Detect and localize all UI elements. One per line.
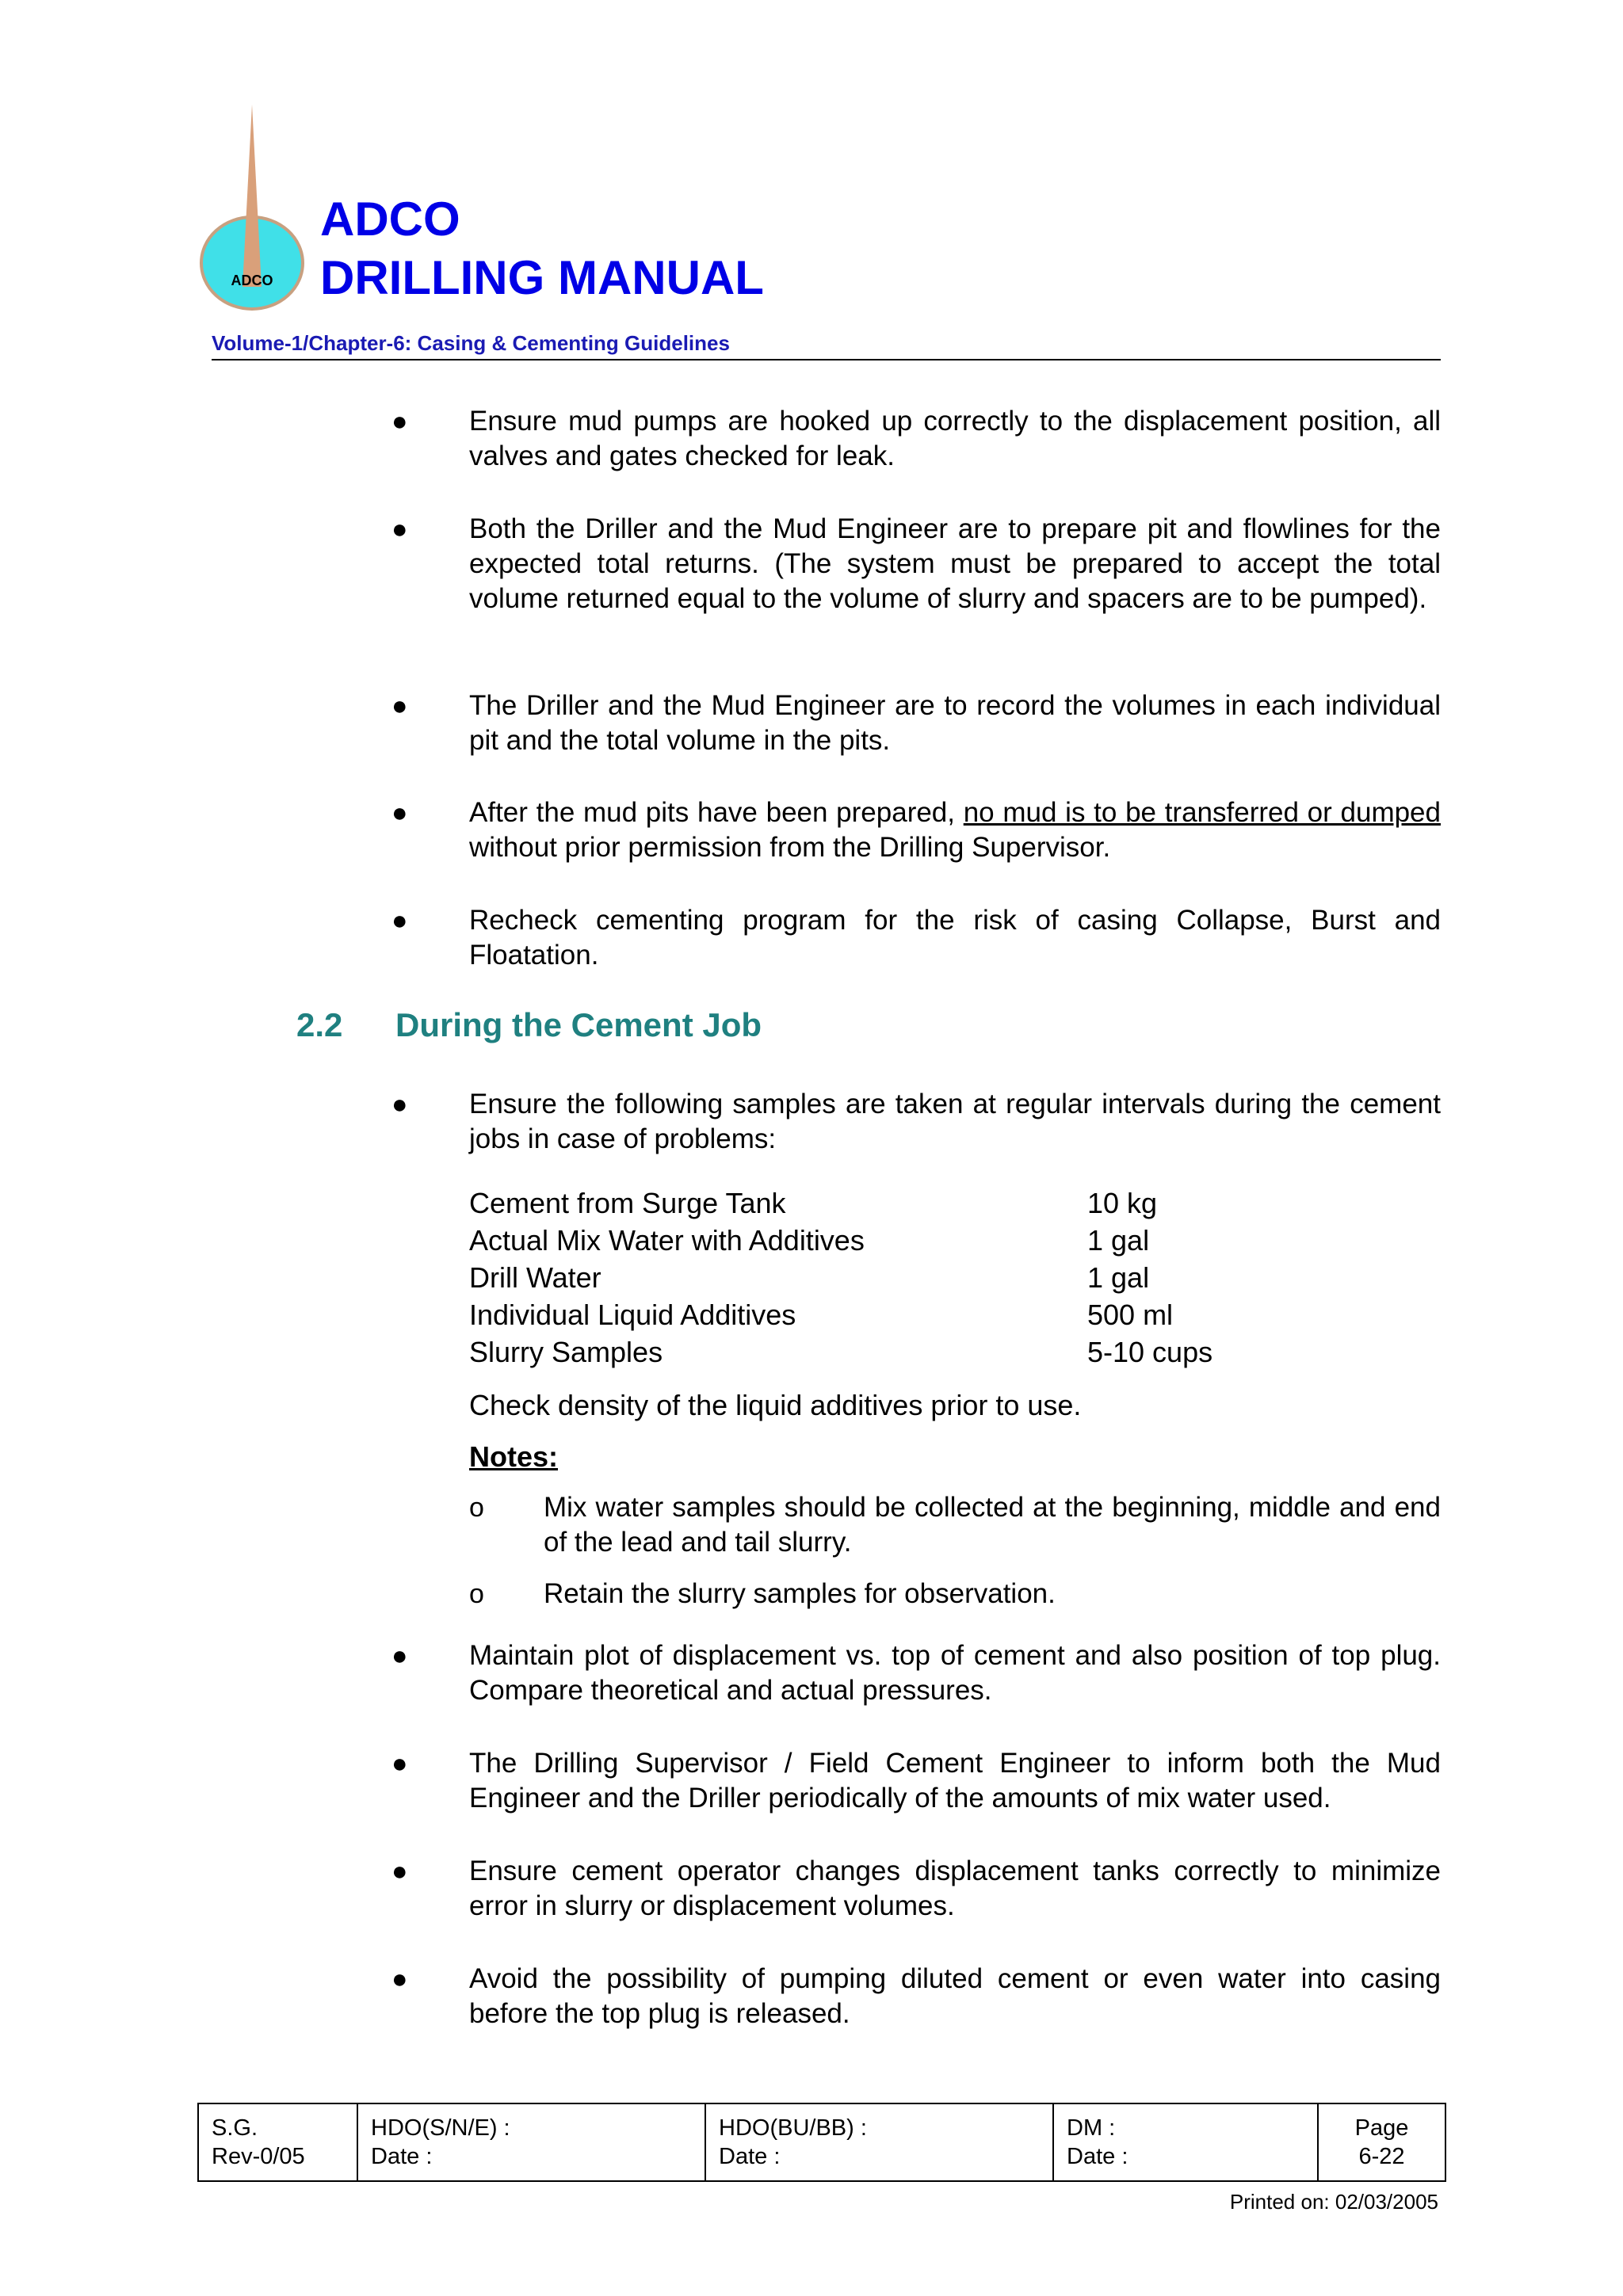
sample-row: [469, 1296, 1212, 1333]
bullet-text: The Driller and the Mud Engineer are to record the volumes in each individual pit and the total volume in the pits.: [469, 690, 1441, 756]
sample-row: [469, 1259, 1212, 1296]
bullet-icon: ●: [391, 906, 408, 936]
bullet-text-part: without prior permission from the Drilling Supervisor.: [469, 832, 1111, 863]
bullet-text: Ensure mud pumps are hooked up correctly to the displacement position, all valves and gates checked for leak.: [469, 406, 1441, 471]
density-check: Check density of the liquid additives prior to use.: [469, 1389, 1082, 1421]
section-title: During the Cement Job: [395, 1006, 762, 1043]
sample-item: Individual Liquid Additives: [469, 1299, 796, 1331]
note-text: Retain the slurry samples for observation.: [544, 1578, 1056, 1609]
footer-label: S.G.: [212, 2115, 258, 2141]
footer-value: Date :: [1067, 2144, 1128, 2169]
sample-row: [469, 1222, 1212, 1259]
footer-value: Date :: [719, 2144, 781, 2169]
sample-item: Drill Water: [469, 1261, 601, 1294]
circle-bullet-icon: o: [469, 1579, 484, 1609]
footer-cell-dm: [1053, 2103, 1318, 2181]
footer-label: Page: [1354, 2115, 1409, 2141]
sample-qty: 1 gal: [1087, 1224, 1150, 1257]
sample-qty: 5-10 cups: [1087, 1336, 1213, 1368]
bullet-text: Recheck cementing program for the risk of casing Collapse, Burst and Floatation.: [469, 905, 1441, 971]
circle-bullet-icon: o: [469, 1493, 484, 1523]
notes-title: Notes:: [469, 1440, 559, 1473]
page-number: 6-22: [1358, 2144, 1405, 2169]
bullet-icon: ●: [391, 798, 408, 828]
sample-item: Cement from Surge Tank: [469, 1187, 786, 1219]
brand-line-1: ADCO: [320, 193, 460, 246]
footer-label: DM :: [1067, 2115, 1116, 2141]
bullet-text: [469, 795, 1441, 865]
footer-label: HDO(BU/BB) :: [719, 2115, 867, 2141]
bullet-text: Maintain plot of displacement vs. top of cement and also position of top plug. Compare theoretical and actual pressures.: [469, 1640, 1441, 1706]
sample-item: Actual Mix Water with Additives: [469, 1224, 865, 1257]
sample-qty: 1 gal: [1087, 1261, 1150, 1294]
footer-cell-sg: [198, 2103, 357, 2181]
sample-item: Slurry Samples: [469, 1336, 663, 1368]
bullet-text: The Drilling Supervisor / Field Cement Engineer to inform both the Mud Engineer and the Driller periodically of the amounts of mix water used.: [469, 1748, 1441, 1814]
bullet-icon: ●: [391, 691, 408, 721]
bullet-text-part: After the mud pits have been prepared,: [469, 797, 964, 828]
printed-date: Printed on: 02/03/2005: [1229, 2190, 1438, 2214]
bullet-text: Avoid the possibility of pumping diluted cement or even water into casing before the top plug is released.: [469, 1963, 1441, 2029]
footer-row: [198, 2103, 1445, 2181]
bullet-icon: ●: [391, 1856, 408, 1886]
bullet-icon: ●: [391, 1749, 408, 1779]
approval-footer-table: [197, 2103, 1446, 2182]
footer-cell-page: [1318, 2103, 1445, 2181]
sample-row: [469, 1184, 1212, 1222]
footer-label: HDO(S/N/E) :: [371, 2115, 510, 2141]
footer-value: Rev-0/05: [212, 2144, 305, 2169]
footer-value: Date :: [371, 2144, 433, 2169]
footer-cell-hdo-bubb: [705, 2103, 1053, 2181]
underlined-warning: no mud is to be transferred or dumped: [963, 797, 1441, 828]
bullet-text: Both the Driller and the Mud Engineer are to prepare pit and flowlines for the expected total returns. (The system must be prepared to accept the total volume returned equal to the volume of slurry and spacers are to be pumped).: [469, 513, 1441, 614]
bullet-icon: ●: [391, 406, 408, 437]
bullet-text: Ensure cement operator changes displacement tanks correctly to minimize error in slurry or displacement volumes.: [469, 1855, 1441, 1921]
bullet-icon: ●: [391, 514, 408, 544]
bullet-icon: ●: [391, 1089, 408, 1119]
bullet-icon: ●: [391, 1641, 408, 1671]
samples-list: [469, 1184, 1212, 1371]
sample-row: [469, 1333, 1212, 1371]
adco-logo: [197, 105, 307, 311]
svg-text:ADCO: ADCO: [231, 273, 273, 288]
sample-qty: 500 ml: [1087, 1299, 1174, 1331]
chapter-subtitle: Volume-1/Chapter-6: Casing & Cementing Guidelines: [212, 331, 730, 355]
section-number: 2.2: [296, 1006, 343, 1043]
brand-line-2: DRILLING MANUAL: [320, 251, 764, 304]
sample-qty: 10 kg: [1087, 1187, 1158, 1219]
brand-title: [320, 190, 764, 307]
footer-cell-hdo-sne: [357, 2103, 705, 2181]
note-text: Mix water samples should be collected at the beginning, middle and end of the lead and tail slurry.: [544, 1492, 1441, 1558]
bullet-text: Ensure the following samples are taken at regular intervals during the cement jobs in case of problems:: [469, 1089, 1441, 1154]
header-divider: [212, 359, 1441, 360]
bullet-icon: ●: [391, 1964, 408, 1994]
